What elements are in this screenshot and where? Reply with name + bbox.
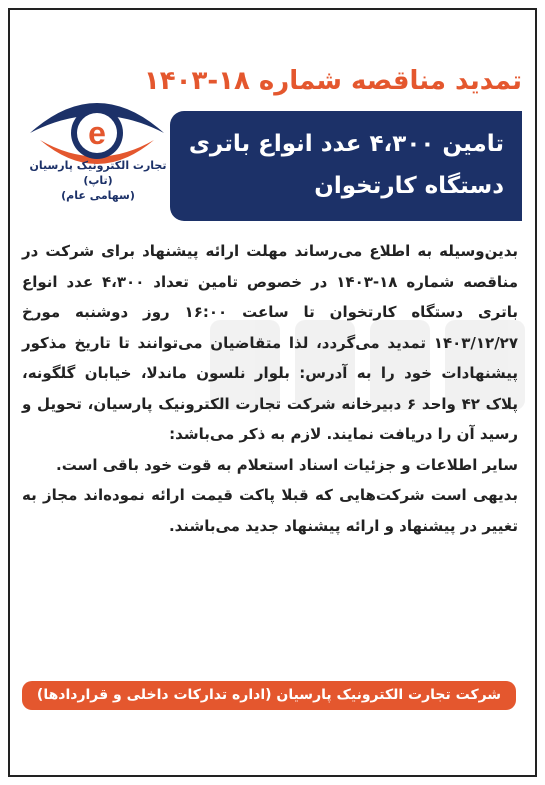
subject-banner: [170, 111, 522, 221]
subject-line-2: دستگاه کارتخوان: [314, 173, 504, 199]
notice-body: [22, 236, 518, 541]
notice-paragraph-1: بدین‌وسیله به اطلاع می‌رساند مهلت ارائه پیشنهاد برای شرکت در مناقصه شماره ۱۸-۱۴۰۳ در خصوص تامین تعداد ۴،۳۰۰ عدد انواع باتری دستگاه کارتخوان تا ساعت ۱۶:۰۰ روز دوشنبه مورخ ۱۴۰۳/۱۲/۲۷ تمدید می‌گردد، لذا متقاضیان می‌توانند تا تاریخ مذکور پیشنهادات خود را به آدرس: بلوار نلسون ماندلا، خیابان گلگونه، پلاک ۴۲ واحد ۶ دبیرخانه شرکت تجارت الکترونیک پارسیان، تحویل و رسید آن را دریافت نمایند. لازم به ذکر می‌باشد:: [22, 242, 518, 443]
notice-paragraph-2: سایر اطلاعات و جزئیات اسناد استعلام به قوت خود باقی است.: [56, 455, 518, 474]
signature-banner: شرکت تجارت الکترونیک پارسیان (اداره تدارکات داخلی و قراردادها): [22, 681, 516, 710]
svg-text:e: e: [88, 115, 106, 151]
company-name-line2: (سهامی عام): [61, 189, 135, 202]
page-title: تمدید مناقصه شماره ۱۸-۱۴۰۳: [143, 66, 522, 96]
company-name-line1: تجارت الکترونیک پارسیان (تاپ): [29, 159, 167, 187]
subject-line-1: تامین ۴،۳۰۰ عدد انواع باتری: [188, 131, 504, 157]
tender-subject: [184, 123, 504, 207]
company-name: [18, 158, 178, 203]
notice-paragraph-3: بدیهی است شرکت‌هایی که قبلا پاکت قیمت ارائه نموده‌اند مجاز به تغییر در پیشنهاد و ارائه پیشنهاد جدید می‌باشند.: [22, 486, 518, 535]
